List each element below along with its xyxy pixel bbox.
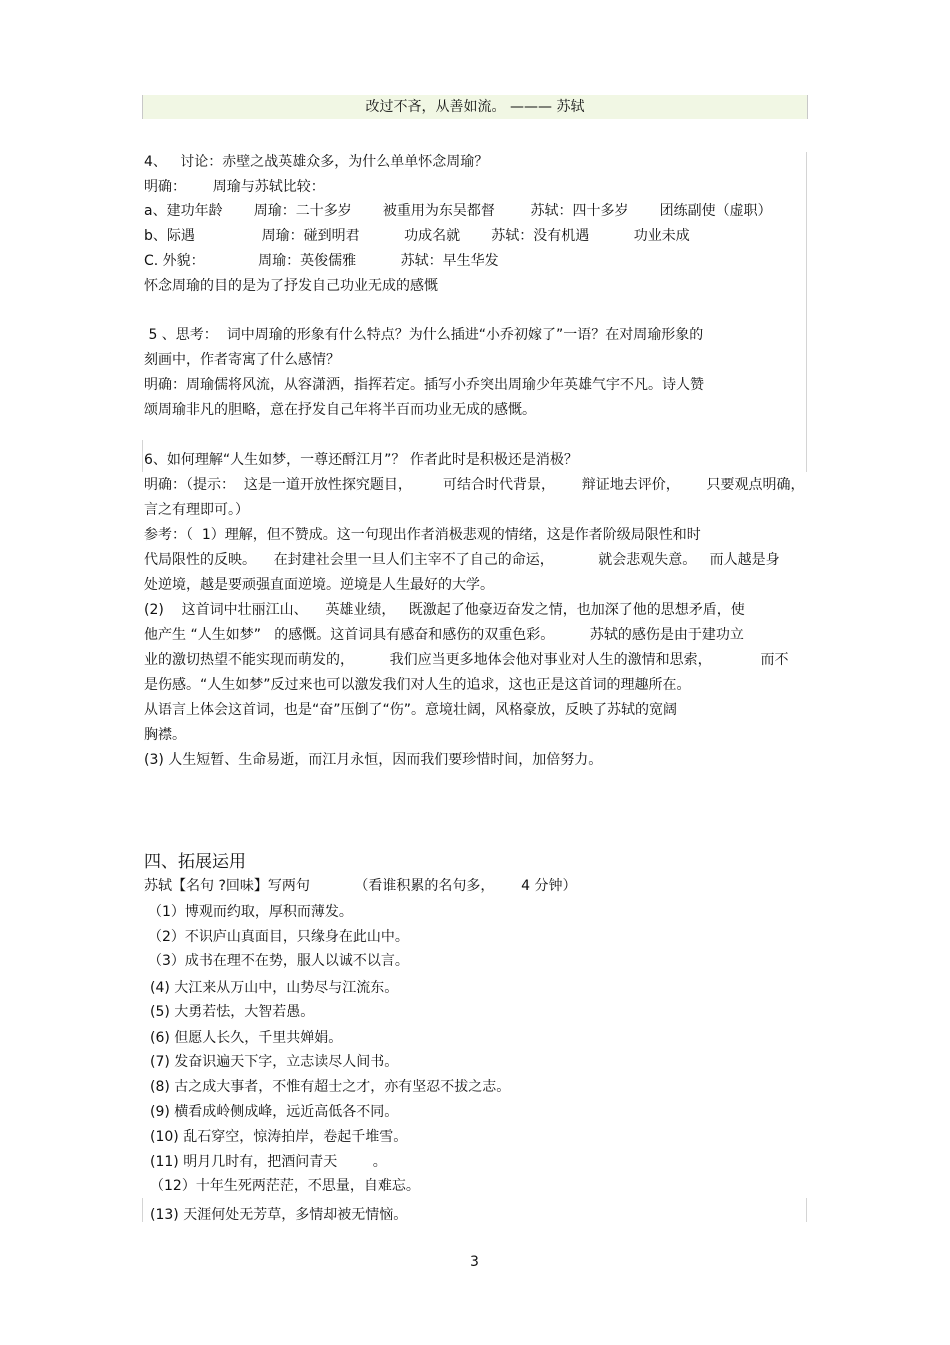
- quote-item: (13) 天涯何处无芳草，多情却被无情恼。: [150, 1207, 408, 1223]
- q6-line-9: 业的激切热望不能实现而萌发的， 我们应当更多地体会他对事业对人生的激情和思索， 而不: [144, 652, 789, 668]
- section-subtitle: 苏轼【名句 ?回味】写两句 （看谁积累的名句多， 4 分钟）: [144, 878, 577, 894]
- q4-row-a: a、建功年龄 周瑜：二十多岁 被重用为东吴都督 苏轼：四十多岁 团练副使（虚职）: [144, 203, 772, 219]
- q6-line-12: 胸襟。: [144, 727, 186, 743]
- q6-line-10: 是伤感。“人生如梦”反过来也可以激发我们对人生的追求，这也正是这首词的理趣所在。: [144, 677, 691, 693]
- quote-item: （1）博观而约取，厚积而薄发。: [148, 904, 353, 920]
- q6-line-5: 代局限性的反映。 在封建社会里一旦人们主宰不了自己的命运， 就会悲观失意。 而人越是身: [144, 552, 780, 568]
- section-heading: 四、拓展运用: [144, 852, 246, 872]
- left-border-line: [142, 440, 143, 472]
- quote-item: (11) 明月几时有，把酒问青天 。: [150, 1154, 387, 1170]
- quote-item: (9) 横看成岭侧成峰，远近高低各不同。: [150, 1104, 399, 1120]
- q6-line-4: 参考：（ 1）理解，但不赞成。这一句现出作者消极悲观的情绪，这是作者阶级局限性和时: [144, 527, 701, 543]
- q6-line-6: 处逆境，越是要顽强直面逆境。逆境是人生最好的大学。: [144, 577, 494, 593]
- q4-intro: 明确： 周瑜与苏轼比较：: [144, 179, 325, 195]
- q6-line-11: 从语言上体会这首词，也是“奋”压倒了“伤”。意境壮阔，风格豪放，反映了苏轼的宽阔: [144, 702, 678, 718]
- q6-line-8: 他产生 “人生如梦” 的感慨。这首词具有感奋和感伤的双重色彩。 苏轼的感伤是由于建功立: [144, 627, 744, 643]
- quote-item: (5) 大勇若怯，大智若愚。: [150, 1004, 315, 1020]
- quote-item: (10) 乱石穿空，惊涛拍岸，卷起千堆雪。: [150, 1129, 408, 1145]
- q6-line-2: 明确：（提示： 这是一道开放性探究题目， 可结合时代背景， 辩证地去评价， 只要观点明确，: [144, 477, 805, 493]
- quote-item: （12）十年生死两茫茫，不思量，自难忘。: [150, 1178, 420, 1194]
- q5-line-1: 5 、思考： 词中周瑜的形象有什么特点？为什么插进“小乔初嫁了”一语？在对周瑜形象的: [144, 327, 704, 343]
- bottom-right-border-line: [806, 1198, 807, 1222]
- q5-line-2: 刻画中，作者寄寓了什么感情？: [144, 352, 340, 368]
- q4-conclusion: 怀念周瑜的目的是为了抒发自己功业无成的感慨: [144, 278, 438, 294]
- quote-item: （3）成书在理不在势，服人以诚不以言。: [148, 953, 409, 969]
- quote-item: (6) 但愿人长久，千里共婵娟。: [150, 1030, 343, 1046]
- q5-line-4: 颂周瑜非凡的胆略，意在抒发自己年将半百而功业无成的感慨。: [144, 402, 536, 418]
- quote-item: (7) 发奋识遍天下字，立志读尽人间书。: [150, 1054, 399, 1070]
- q6-line-1: 6、如何理解“人生如梦，一尊还酹江月”？ 作者此时是积极还是消极？: [144, 452, 578, 468]
- quote-item: (4) 大江来从万山中，山势尽与江流东。: [150, 980, 399, 996]
- q6-line-7: (2) 这首词中壮丽江山、 英雄业绩， 既激起了他豪迈奋发之情，也加深了他的思想矛盾，使: [144, 602, 745, 618]
- q4-row-c: C. 外貌： 周瑜：英俊儒雅 苏轼：早生华发: [144, 253, 499, 269]
- page-number: 3: [470, 1254, 479, 1270]
- q6-line-13: (3) 人生短暂、生命易逝，而江月永恒，因而我们要珍惜时间，加倍努力。: [144, 752, 603, 768]
- q4-title: 4、 讨论：赤壁之战英雄众多，为什么单单怀念周瑜？: [144, 154, 489, 170]
- quote-item: (8) 古之成大事者，不惟有超士之才，亦有坚忍不拔之志。: [150, 1079, 511, 1095]
- right-border-line: [806, 152, 807, 472]
- quote-item: （2）不识庐山真面目，只缘身在此山中。: [148, 929, 409, 945]
- q5-line-3: 明确：周瑜儒将风流，从容潇洒，指挥若定。插写小乔突出周瑜少年英雄气宇不凡。诗人赞: [144, 377, 704, 393]
- quote-banner: 改过不吝，从善如流。 ——— 苏轼: [142, 95, 808, 119]
- q4-row-b: b、际遇 周瑜：碰到明君 功成名就 苏轼：没有机遇 功业未成: [144, 228, 690, 244]
- bottom-left-border-line: [142, 1198, 143, 1222]
- q6-line-3: 言之有理即可。）: [144, 502, 249, 518]
